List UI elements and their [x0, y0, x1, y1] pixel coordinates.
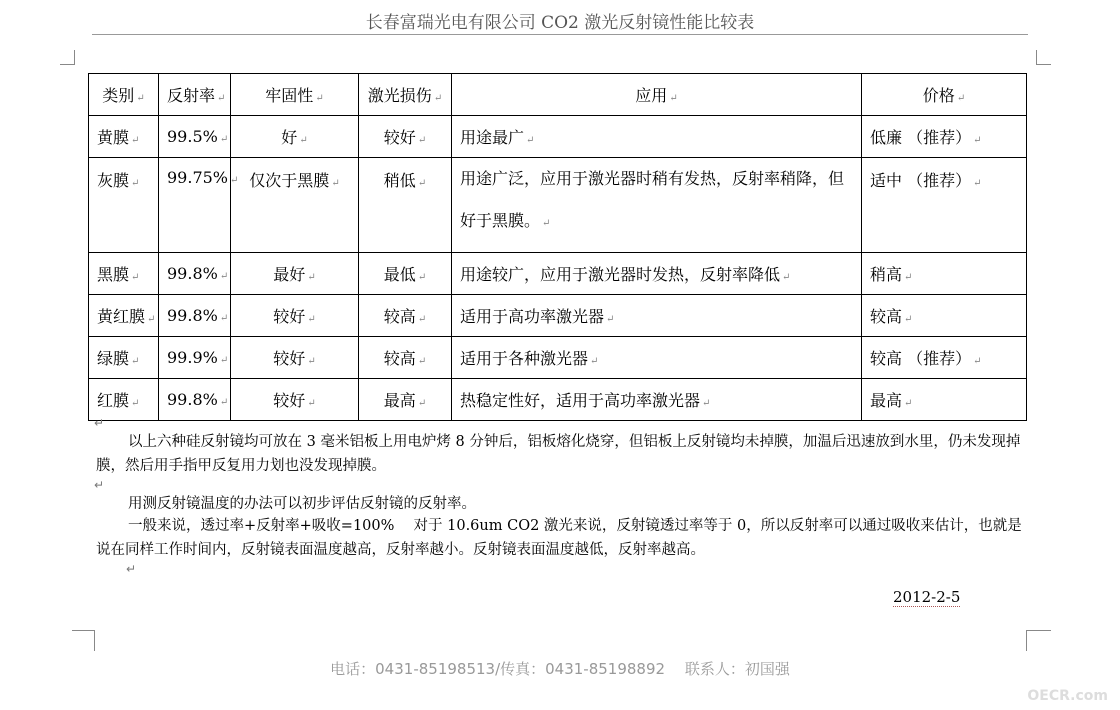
table-cell: 黄红膜 ↵	[89, 295, 159, 337]
corner-mark-bottom-left	[72, 630, 95, 651]
table-row	[89, 116, 1027, 158]
table-cell: 99.5% ↵	[159, 116, 231, 158]
table-header-cell: 牢固性 ↵	[231, 74, 359, 116]
table-cell: 较好 ↵	[231, 337, 359, 379]
table-cell: 适中 （推荐） ↵	[862, 158, 1027, 253]
table-cell: 较高 ↵	[359, 337, 452, 379]
table-cell: 最高 ↵	[359, 379, 452, 421]
comparison-table	[88, 73, 1027, 421]
table-cell: 适用于高功率激光器 ↵	[452, 295, 862, 337]
table-cell: 较好 ↵	[231, 295, 359, 337]
table-header-cell: 反射率 ↵	[159, 74, 231, 116]
table-cell: 用途较广，应用于激光器时发热，反射率降低 ↵	[452, 253, 862, 295]
table-cell: 用途最广 ↵	[452, 116, 862, 158]
table-row	[89, 379, 1027, 421]
table-cell: 适用于各种激光器 ↵	[452, 337, 862, 379]
table-row	[89, 337, 1027, 379]
watermark-logo: OECR.com	[1027, 688, 1108, 704]
table-cell: 黄膜 ↵	[89, 116, 159, 158]
table-cell: 最低 ↵	[359, 253, 452, 295]
table-cell: 99.8% ↵	[159, 379, 231, 421]
table-cell: 99.75% ↵	[159, 158, 231, 253]
table-cell: 99.8% ↵	[159, 253, 231, 295]
table-header-cell: 激光损伤 ↵	[359, 74, 452, 116]
table-cell: 绿膜 ↵	[89, 337, 159, 379]
table-cell: 红膜 ↵	[89, 379, 159, 421]
table-cell: 灰膜 ↵	[89, 158, 159, 253]
table-cell: 黑膜 ↵	[89, 253, 159, 295]
table-cell: 稍高 ↵	[862, 253, 1027, 295]
table-cell: 较好 ↵	[359, 116, 452, 158]
table-cell: 较高 （推荐） ↵	[862, 337, 1027, 379]
table-cell: 最高 ↵	[862, 379, 1027, 421]
document-date: 2012-2-5	[893, 588, 961, 606]
table-header-cell: 类别 ↵	[89, 74, 159, 116]
table-cell: 仅次于黑膜 ↵	[231, 158, 359, 253]
page-footer-contact: 电话：0431-85198513/传真：0431-85198892 联系人：初国强	[330, 660, 790, 678]
table-row	[89, 158, 1027, 253]
page-header-title: 长春富瑞光电有限公司 CO2 激光反射镜性能比较表	[365, 13, 755, 33]
table-cell: 较高 ↵	[359, 295, 452, 337]
table-cell: 稍低 ↵	[359, 158, 452, 253]
corner-mark-top-right	[1036, 50, 1051, 65]
paragraph-mark: ↵	[94, 478, 105, 492]
note-paragraph-2: 用测反射镜温度的办法可以初步评估反射镜的反射率。	[128, 496, 476, 512]
table-cell: 99.9% ↵	[159, 337, 231, 379]
header-rule	[92, 34, 1028, 35]
table-row	[89, 253, 1027, 295]
note-paragraph-1: 以上六种硅反射镜均可放在 3 毫米铝板上用电炉烤 8 分钟后，铝板熔化烧穿，但铝板上反射镜均未掉膜，加温后迅速放到水里，仍未发现掉膜，然后用手指甲反复用力划也没发现掉膜。	[96, 434, 1021, 474]
table-cell: 热稳定性好，适用于高功率激光器 ↵	[452, 379, 862, 421]
paragraph-mark: ↵	[126, 562, 137, 576]
corner-mark-bottom-right	[1026, 630, 1051, 651]
table-cell: 低廉 （推荐） ↵	[862, 116, 1027, 158]
corner-mark-top-left	[60, 50, 75, 65]
table-cell: 较好 ↵	[231, 379, 359, 421]
table-header-cell: 价格 ↵	[862, 74, 1027, 116]
table-header-row	[89, 74, 1027, 116]
table-cell: 最好 ↵	[231, 253, 359, 295]
note-paragraph-3: 一般来说，透过率+反射率+吸收=100% 对于 10.6um CO2 激光来说，反射镜透过率等于 0，所以反射率可以通过吸收来估计，也就是说在同样工作时间内，反射镜表面温度越高，反射率越小。反射镜表面温度越低，反射率越高。	[96, 518, 1022, 558]
table-header-cell: 应用 ↵	[452, 74, 862, 116]
table-cell: 99.8% ↵	[159, 295, 231, 337]
table-cell: 好 ↵	[231, 116, 359, 158]
table-cell: 较高 ↵	[862, 295, 1027, 337]
table-row	[89, 295, 1027, 337]
table-cell: 用途广泛，应用于激光器时稍有发热，反射率稍降，但好于黑膜。 ↵	[452, 158, 862, 253]
paragraph-mark: ↵	[94, 416, 105, 430]
